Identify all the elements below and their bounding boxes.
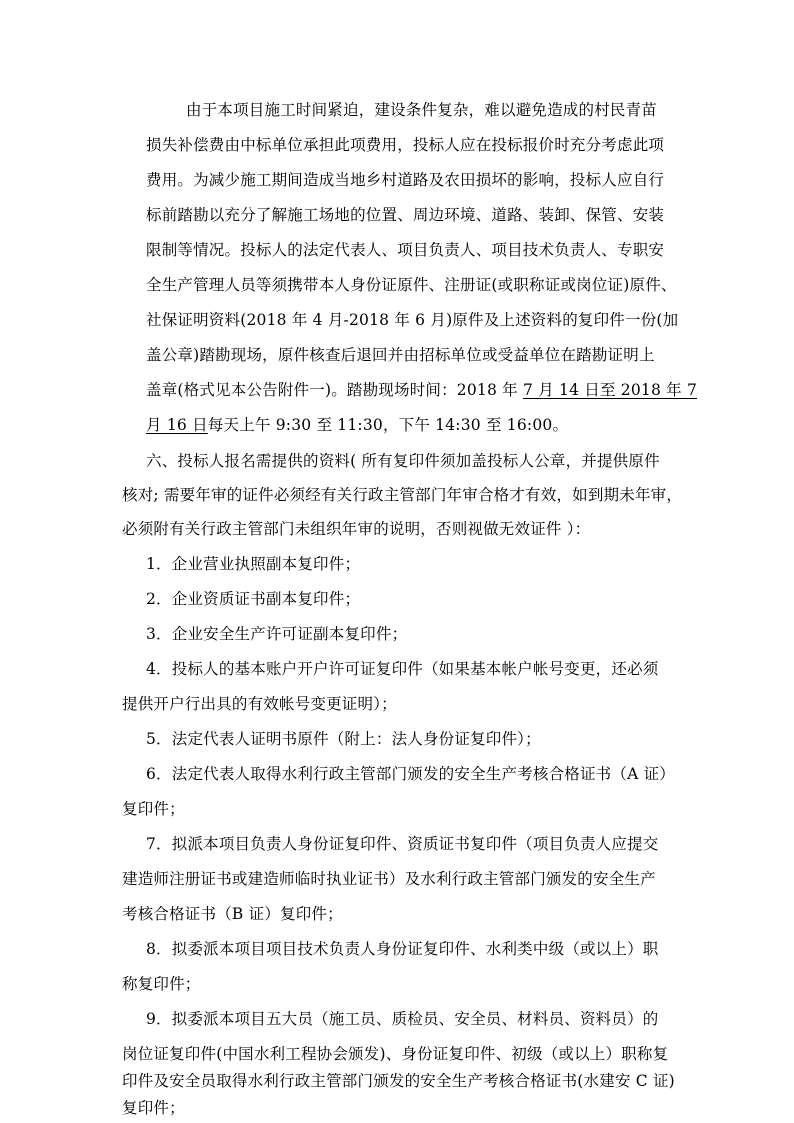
survey-date-underlined: 7 月 14 日至 2018 年 7 [523,381,698,399]
list-item-continuation: 考核合格证书（B 证）复印件； [122,905,343,923]
list-item-continuation: 提供开户行出具的有效帐号变更证明）； [122,695,397,713]
section-heading-line: 必须附有关行政主管部门未组织年审的说明，否则视做无效证件 ）： [122,520,591,538]
list-item-continuation: 印件及安全员取得水利行政主管部门颁发的安全生产考核合格证书(水建安 C 证) [122,1072,675,1090]
list-item: 3．企业安全生产许可证副本复印件； [146,625,408,643]
list-item: 9．拟委派本项目五大员（施工员、质检员、安全员、材料员、资料员）的 [146,1010,659,1028]
paragraph-text: 盖章(格式见本公告附件一)。踏勘现场时间：2018 年 [146,381,523,399]
paragraph-line: 全生产管理人员等须携带本人身份证原件、注册证(或职称证或岗位证)原件、 [146,276,677,294]
paragraph-line: 由于本项目施工时间紧迫，建设条件复杂，难以避免造成的村民青苗 [186,101,658,119]
list-item-continuation: 建造师注册证书或建造师临时执业证书）及水利行政主管部门颁发的安全生产 [122,870,656,888]
list-item: 5．法定代表人证明书原件（附上：法人身份证复印件）； [146,730,541,748]
paragraph-line: 损失补偿费由中标单位承担此项费用，投标人应在投标报价时充分考虑此项 [146,136,665,154]
paragraph-line [146,415,568,435]
paragraph-text: 每天上午 9:30 至 11:30，下午 14:30 至 16:00。 [207,416,569,434]
list-item: 2．企业资质证书副本复印件； [146,590,361,608]
list-item: 8．拟委派本项目项目技术负责人身份证复印件、水利类中级（或以上）职 [146,940,659,958]
section-heading-line: 核对; 需要年审的证件必须经有关行政主管部门年审合格才有效，如到期未年审， [122,486,683,504]
paragraph-line: 限制等情况。投标人的法定代表人、项目负责人、项目技术负责人、专职安 [146,241,665,259]
list-item: 1．企业营业执照副本复印件； [146,555,361,573]
list-item: 7．拟派本项目负责人身份证复印件、资质证书复印件（项目负责人应提交 [146,835,659,853]
list-item-continuation: 复印件； [122,800,185,818]
survey-date-underlined: 月 16 日 [146,416,208,434]
paragraph-line: 标前踏勘以充分了解施工场地的位置、周边环境、道路、装卸、保管、安装 [146,206,665,224]
section-heading: 六、投标人报名需提供的资料( 所有复印件须加盖投标人公章，并提供原件 [146,452,660,470]
list-item-continuation: 岗位证复印件(中国水利工程协会颁发)、身份证复印件、初级（或以上）职称复 [122,1045,669,1063]
list-item: 4．投标人的基本账户开户许可证复印件（如果基本帐户帐号变更，还必须 [146,660,659,678]
paragraph-line: 盖公章)踏勘现场，原件核查后退回并由招标单位或受益单位在踏勘证明上 [146,346,655,364]
list-item-continuation: 复印件； [122,1099,185,1117]
paragraph-line [146,380,697,400]
paragraph-line: 费用。为减少施工期间造成当地乡村道路及农田损坏的影响，投标人应自行 [146,171,665,189]
list-item: 6．法定代表人取得水利行政主管部门颁发的安全生产考核合格证书（A 证） [146,765,675,783]
paragraph-line: 社保证明资料(2018 年 4 月-2018 年 6 月)原件及上述资料的复印件一份(加 [146,311,679,329]
list-item-continuation: 称复印件； [122,975,201,993]
